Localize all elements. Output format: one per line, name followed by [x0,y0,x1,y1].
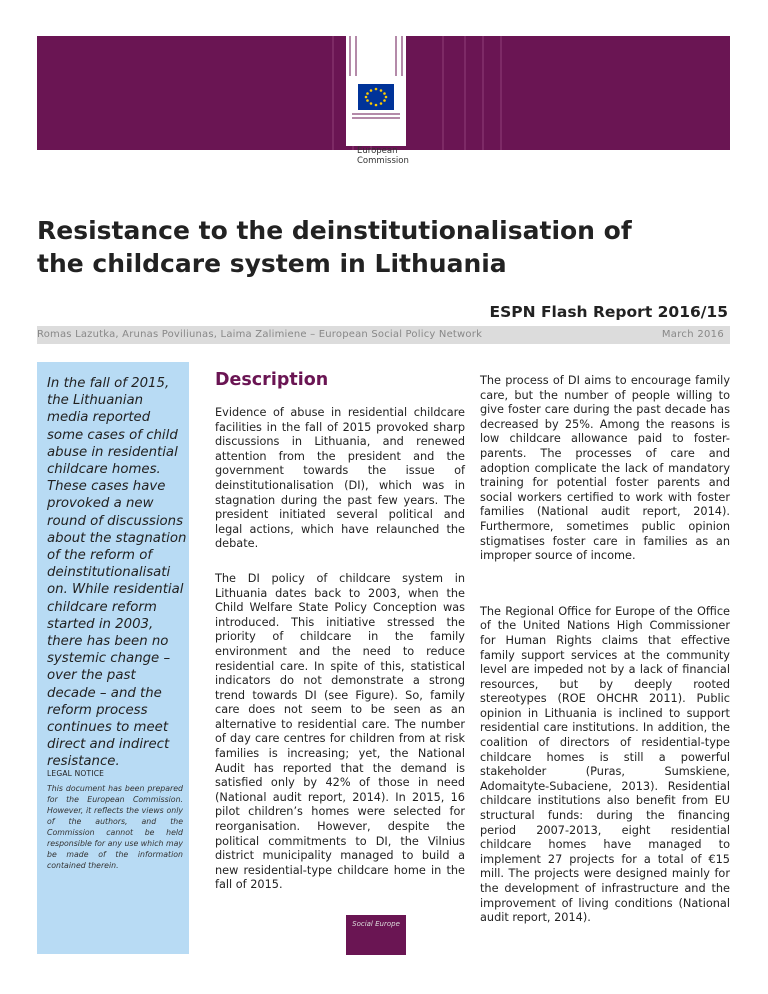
description-heading: Description [215,370,329,390]
logo-line-1: European [357,146,398,156]
social-europe-tab [346,915,406,955]
column-2 [480,374,730,926]
abstract-sidebar [37,362,189,954]
logo-wordmark [357,146,409,166]
paragraph: The DI policy of childcare system in Lithuania dates back to 2003, when the Child Welfare State Policy Conception was introduced. This initiative stressed the priority of childcare in the family environment and the need to reduce residential care. In spite of this, statistical indicators do not demonstrate a strong trend towards DI (see Figure). So, family care does not seem to be seen as an alternative to residential care. The number of day care centres for children from at risk families is increasing; yet, the National Audit has reported that the demand is satisfied only by 42% of those in need (National audit report, 2014). In 2015, 16 pilot children’s homes were selected for reorganisation. However, despite the political commitments to DI, the Vilnius district municipality managed to build a new residential-type childcare home in the fall of 2015. [215,571,465,892]
page-title [37,214,717,280]
paragraph: Evidence of abuse in residential childcare facilities in the fall of 2015 provoked sharp discussions in Lithuania, and renewed attention from the president and the government towards the issue of deinstitutionalisation (DI), which was in stagnation during the past few years. The president initiated several political and legal actions, which have relaunched the debate. [215,406,465,551]
abstract-text: In the fall of 2015, the Lithuanian media reported some cases of child abuse in residential childcare homes. These cases have provoked a new round of discussions about the stagnation of the reform of deinstitutionalisati on. While residential childcare reform started in 2003, there has been no systemic change – over the past decade – and the reform process continues to meet direct and indirect resistance. [47,376,187,770]
european-commission-logo [346,36,406,154]
legal-notice-body: This document has been prepared for the European Commission. However, it reflects the views only of the authors, and the Commission cannot be held responsible for any use which may be made of the information contained therein. [47,784,183,870]
report-date: March 2016 [661,329,724,340]
author-bar [37,326,730,344]
logo-line-2: Commission [357,156,409,166]
social-europe-label: Social Europe [352,920,400,928]
eu-flag-icon [346,36,406,146]
title-line-2: the childcare system in Lithuania [37,249,507,278]
paragraph: The process of DI aims to encourage family care, but the number of people willing to give foster care during the past decade has decreased by 25%. Among the reasons is low childcare allowance paid to foster-parents. The processes of care and adoption complicate the lack of mandatory training for potential foster parents and social workers certified to work with foster families (National audit report, 2014). Furthermore, sometimes public opinion stigmatises foster care in families as an improper source of income. [480,374,730,563]
paragraph: The Regional Office for Europe of the Office of the United Nations High Commissioner for Human Rights claims that effective family support services at the community level are impeded not by a lack of financial resources, but by deeply rooted stereotypes (ROE OHCHR 2011). Public opinion in Lithuania is inclined to support residential care institutions. In addition, the coalition of directors of residential-type childcare homes is still a powerful stakeholder (Puras, Sumskiene, Adomaityte-Subaciene, 2013). Residential childcare institutions also benefit from EU structural funds: during the financing period 2007-2013, eight residential childcare homes have managed to implement 27 projects for a total of €15 mill. The projects were designed mainly for the development of infrastructure and the improvement of living conditions (National audit report, 2014). [480,604,730,925]
authors-text: Romas Lazutka, Arunas Poviliunas, Laima Zalimiene – European Social Policy Network [37,329,483,340]
column-1 [215,406,465,893]
title-line-1: Resistance to the deinstitutionalisation of [37,216,632,245]
report-tag: ESPN Flash Report 2016/15 [489,303,728,321]
legal-notice-title: LEGAL NOTICE [47,769,105,778]
